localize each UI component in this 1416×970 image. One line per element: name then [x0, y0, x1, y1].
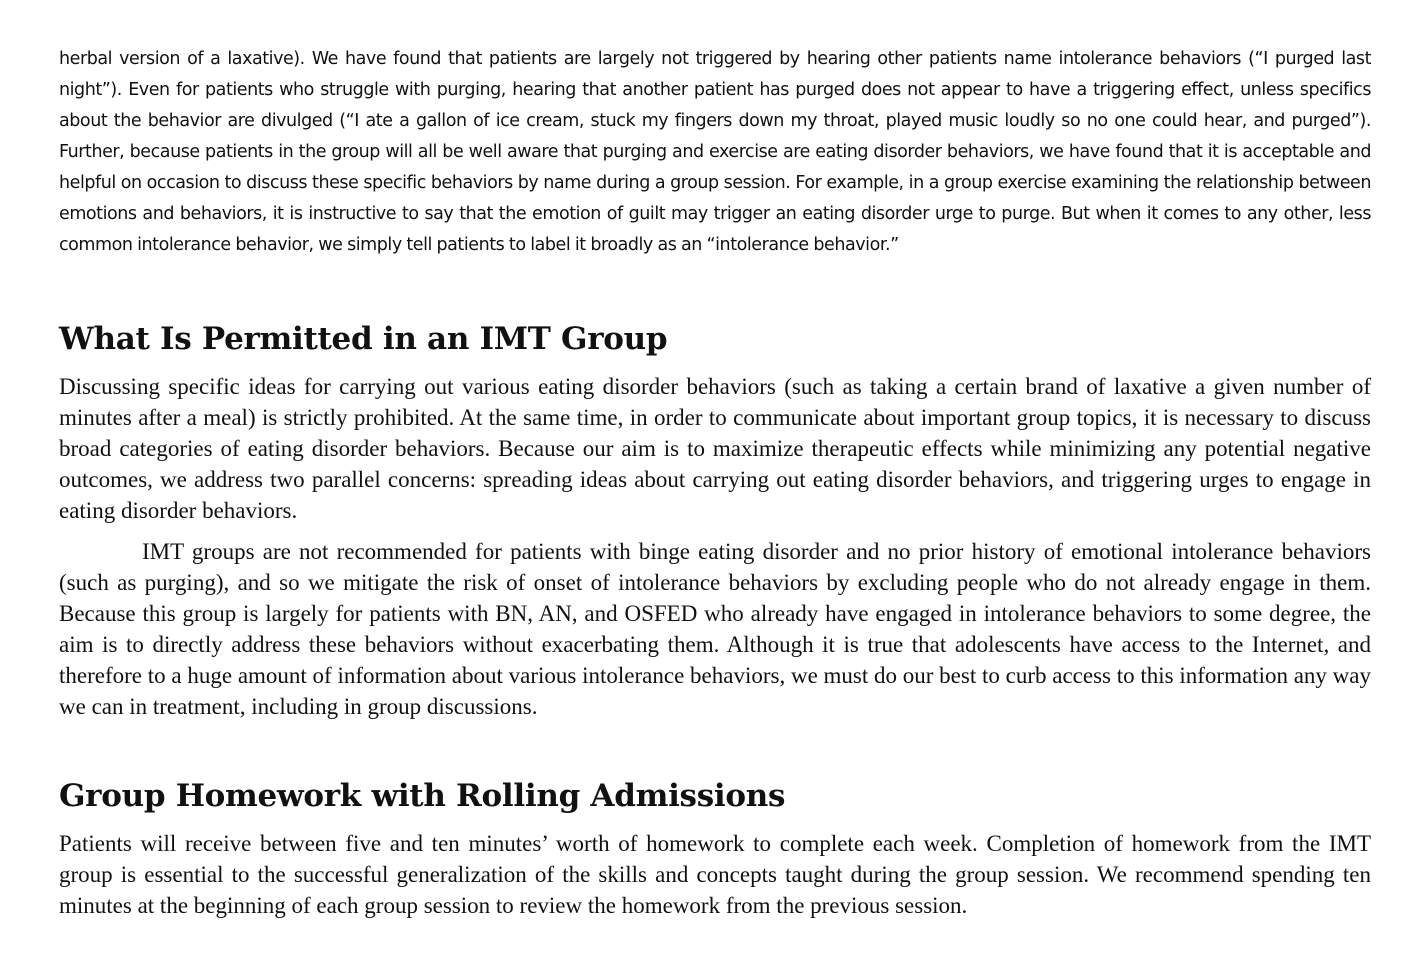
section-heading-homework: Group Homework with Rolling Admissions [59, 778, 786, 814]
section-permitted-paragraph-2: IMT groups are not recommended for patients with binge eating disorder and no prior history of emotional intolerance behaviors (such as purging), and so we mitigate the risk of onset of intolerance behaviors by excluding people who do not already engage in them. Because this group is largely for patients with BN, AN, and OSFED who already have engaged in intolerance behaviors to some degree, the aim is to directly address these behaviors without exacerbating them. Although it is true that adolescents have access to the Internet, and therefore to a huge amount of information about various intolerance behaviors, we must do our best to curb access to this information any way we can in treatment, including in group discussions. [59, 539, 1371, 719]
intro-paragraph: herbal version of a laxative). We have found that patients are largely not triggered by hearing other patients name intolerance behaviors (“I purged last night”). Even for patients who struggle with purging, hearing that another patient has purged does not appear to have a triggering effect, unless specifics about the behavior are divulged (“I ate a gallon of ice cream, stuck my fingers down my throat, played music loudly so no one could hear, and purged”). Further, because patients in the group will all be well aware that purging and exercise are eating disorder behaviors, we have found that it is acceptable and helpful on occasion to discuss these specific behaviors by name during a group session. For example, in a group exercise examining the relationship between emotions and behaviors, it is instructive to say that the emotion of guilt may trigger an eating disorder urge to purge. But when it comes to any other, less common intolerance behavior, we simply tell patients to label it broadly as an “intolerance behavior.” [59, 49, 1371, 255]
section-permitted-paragraph-1: Discussing specific ideas for carrying out various eating disorder behaviors (such as taking a certain brand of laxative a given number of minutes after a meal) is strictly prohibited. At the same time, in order to communicate about important group topics, it is necessary to discuss broad categories of eating disorder behaviors. Because our aim is to maximize therapeutic effects while minimizing any potential negative outcomes, we address two parallel concerns: spreading ideas about carrying out eating disorder behaviors, and triggering urges to engage in eating disorder behaviors. [59, 374, 1371, 523]
section-homework-paragraph-1: Patients will receive between five and ten minutes’ worth of homework to complete each week. Completion of homework from the IMT group is essential to the successful generalization of the skills and concepts taught during the group session. We recommend spending ten minutes at the beginning of each group session to review the homework from the previous session. [59, 831, 1371, 918]
document-page [59, 44, 1371, 921]
section-heading-permitted: What Is Permitted in an IMT Group [59, 321, 668, 357]
